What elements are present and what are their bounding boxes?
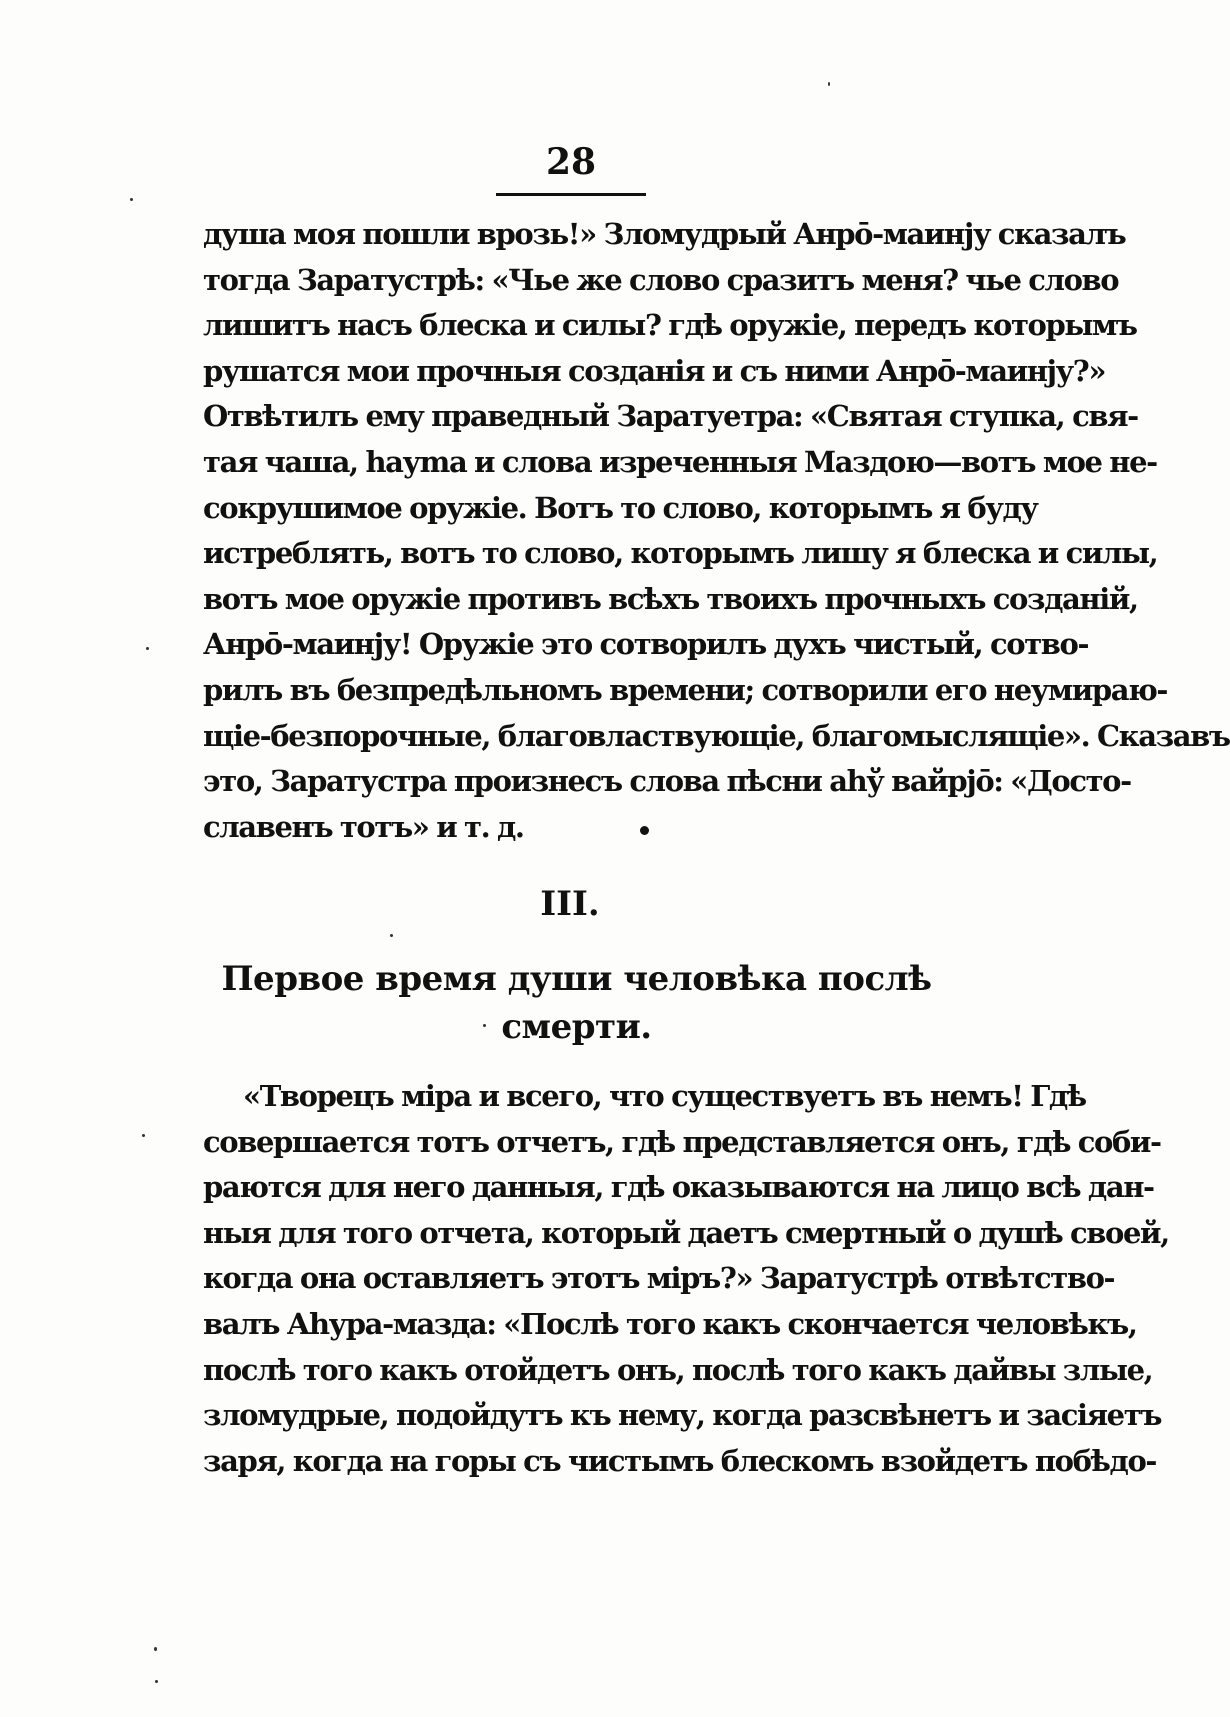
text-line: когда она оставляетъ этотъ мiръ?» Заратустрѣ отвѣтство- bbox=[203, 1261, 1115, 1296]
scan-speck bbox=[828, 82, 830, 86]
text-line: раются для него данныя, гдѣ оказываются на лицо всѣ дан- bbox=[203, 1170, 1154, 1205]
text-line: совершается тотъ отчетъ, гдѣ представляется онъ, гдѣ соби- bbox=[203, 1124, 1161, 1159]
text-line: щiе-безпорочные, благовластвующiе, благомыслящiе». Сказавъ bbox=[203, 718, 1230, 753]
scan-speck bbox=[130, 198, 133, 201]
text-line: сокрушимое оружiе. Вотъ то слово, которымъ я буду bbox=[203, 490, 1038, 525]
section-heading-line-1: Первое время души человѣка послѣ bbox=[221, 959, 932, 999]
scan-speck bbox=[483, 1024, 486, 1027]
text-line: рилъ въ безпредѣльномъ времени; сотворили его неумираю- bbox=[203, 672, 1168, 707]
text-line: тая чаша, hауma и слова изреченныя Маздою—вотъ мое не- bbox=[203, 444, 1157, 479]
section-numeral: III. bbox=[540, 884, 600, 924]
scan-speck bbox=[155, 1680, 158, 1683]
text-line: Отвѣтилъ ему праведный Заратуетра: «Святая ступка, свя- bbox=[203, 399, 1138, 434]
text-line: зломудрые, подойдутъ къ нему, когда разсвѣнетъ и засiяетъ bbox=[203, 1398, 1162, 1433]
paragraph-1 bbox=[203, 212, 1230, 850]
scan-speck bbox=[154, 1647, 157, 1651]
section-heading-line-2: смерти. bbox=[501, 1007, 652, 1047]
text-line: вотъ мое оружiе противъ всѣхъ твоихъ прочныхъ созданiй, bbox=[203, 581, 1138, 616]
scan-speck bbox=[142, 1134, 145, 1137]
text-line: ныя для того отчета, который даетъ смертный о душѣ своей, bbox=[203, 1215, 1169, 1250]
text-line: тогда Заратустрѣ: «Чье же слово сразитъ меня? чье слово bbox=[203, 262, 1119, 297]
text-line: это, Заратустра произнесъ слова пѣсни аhў вайрјō: «Досто- bbox=[203, 764, 1131, 799]
text-line-last: славенъ тотъ» и т. д. bbox=[203, 809, 524, 844]
scan-speck bbox=[640, 826, 649, 835]
text-line: заря, когда на горы съ чистымъ блескомъ взойдетъ побѣдо- bbox=[203, 1443, 1157, 1478]
text-line-first: «Творецъ мiра и всего, что существуетъ въ немъ! Гдѣ bbox=[243, 1079, 1086, 1113]
text-line: послѣ того какъ отойдетъ онъ, послѣ того какъ дайвы злые, bbox=[203, 1352, 1153, 1387]
section-heading bbox=[203, 955, 950, 1051]
scan-speck bbox=[390, 934, 393, 937]
text-line: валъ Аhура-мазда: «Послѣ того какъ скончается человѣкъ, bbox=[203, 1306, 1137, 1341]
text-line: рушатся мои прочныя созданiя и съ ними Анрō-маинју?» bbox=[203, 353, 1106, 388]
text-line: Анрō-маинју! Оружiе это сотворилъ духъ чистый, сотво- bbox=[203, 627, 1089, 662]
paragraph-2 bbox=[203, 1074, 1169, 1484]
text-line: истреблять, вотъ то слово, которымъ лишу я блеска и силы, bbox=[203, 536, 1158, 571]
scan-speck bbox=[146, 647, 149, 650]
page-number-rule bbox=[496, 193, 646, 196]
text-line: лишитъ насъ блеска и силы? гдѣ оружiе, передъ которымъ bbox=[203, 308, 1137, 343]
page-number: 28 bbox=[545, 141, 597, 183]
text-line: душа моя пошли врозь!» Зломудрый Анрō-маинју сказалъ bbox=[203, 217, 1126, 251]
